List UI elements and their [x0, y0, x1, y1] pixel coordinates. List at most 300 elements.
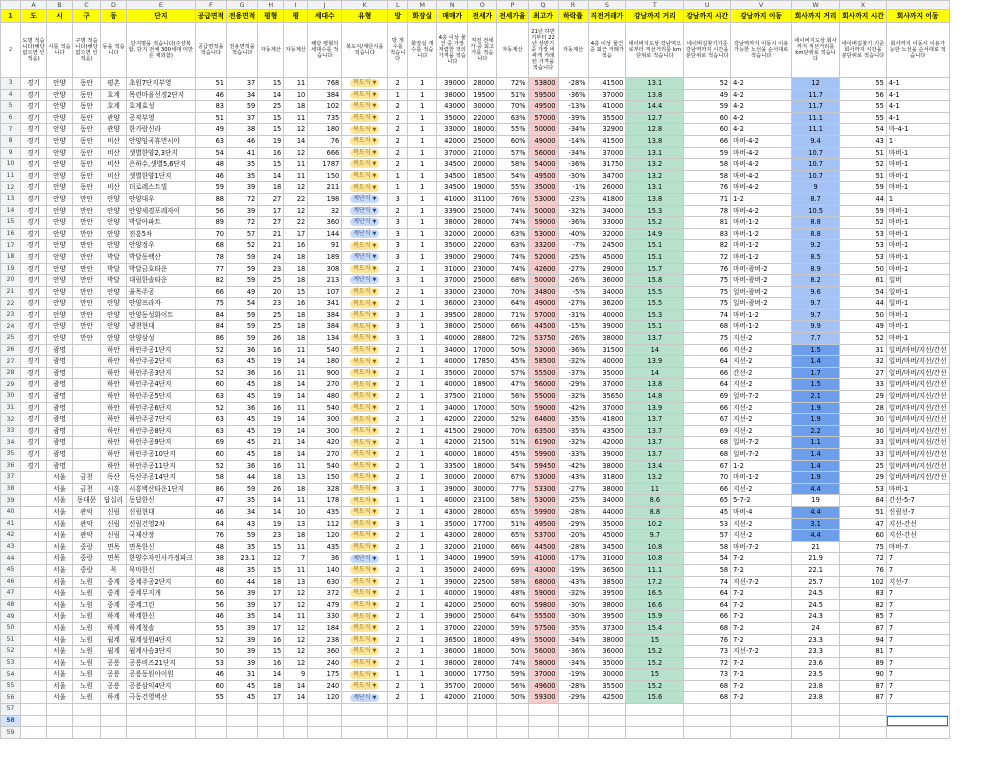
table-cell[interactable]: 69: [684, 391, 731, 403]
table-cell[interactable]: 1.4: [792, 356, 840, 368]
table-cell[interactable]: [21, 611, 47, 623]
table-cell[interactable]: 46: [195, 170, 226, 182]
table-cell[interactable]: 안양삼성: [127, 333, 196, 345]
chevron-down-icon[interactable]: ▼: [372, 625, 377, 632]
table-cell[interactable]: 2: [388, 680, 408, 692]
type-dropdown-cell[interactable]: [342, 391, 388, 403]
table-cell[interactable]: 안양: [101, 298, 127, 310]
table-cell[interactable]: 59: [226, 483, 257, 495]
table-cell[interactable]: 68000: [528, 576, 558, 588]
note-cell[interactable]: 전용면적을 적습니다: [226, 23, 257, 78]
table-cell[interactable]: 21500: [468, 437, 497, 449]
column-header-e[interactable]: E: [127, 1, 196, 10]
table-cell[interactable]: 14: [284, 425, 308, 437]
row-number[interactable]: 34: [1, 437, 21, 449]
row-number[interactable]: 15: [1, 217, 21, 229]
table-cell[interactable]: 18900: [468, 379, 497, 391]
table-cell[interactable]: 56000: [528, 646, 558, 658]
table-cell[interactable]: 32000: [588, 228, 626, 240]
table-cell[interactable]: 15: [626, 634, 684, 646]
table-cell[interactable]: 68: [684, 437, 731, 449]
table-cell[interactable]: 관악: [73, 506, 101, 518]
table-cell[interactable]: 36000: [588, 275, 626, 287]
table-cell[interactable]: 15.2: [626, 680, 684, 692]
chevron-down-icon[interactable]: ▼: [372, 694, 377, 701]
table-cell[interactable]: -29%: [558, 379, 588, 391]
row-number[interactable]: 16: [1, 228, 21, 240]
type-chip[interactable]: [350, 288, 379, 296]
empty-cell[interactable]: [388, 727, 408, 739]
table-cell[interactable]: 7: [886, 622, 949, 634]
type-chip[interactable]: [350, 195, 379, 203]
table-cell[interactable]: 66: [684, 135, 731, 147]
table-cell[interactable]: 51: [840, 170, 887, 182]
table-cell[interactable]: 안양: [47, 298, 73, 310]
table-cell[interactable]: 경기: [21, 89, 47, 101]
table-cell[interactable]: 1: [408, 414, 437, 426]
table-cell[interactable]: 59300: [528, 692, 558, 704]
table-cell[interactable]: 8.9: [792, 263, 840, 275]
table-cell[interactable]: 경기: [21, 309, 47, 321]
chevron-down-icon[interactable]: ▼: [372, 312, 377, 319]
table-cell[interactable]: 안양: [47, 275, 73, 287]
table-cell[interactable]: 1.7: [792, 367, 840, 379]
type-chip[interactable]: [350, 543, 379, 551]
chevron-down-icon[interactable]: ▼: [372, 231, 377, 238]
type-chip[interactable]: [350, 218, 379, 226]
header-cell[interactable]: 전세가율: [497, 10, 528, 23]
table-cell[interactable]: 7: [886, 564, 949, 576]
empty-cell[interactable]: [468, 727, 497, 739]
table-cell[interactable]: 15: [258, 124, 284, 136]
table-cell[interactable]: 107: [308, 286, 342, 298]
table-cell[interactable]: 178: [308, 495, 342, 507]
column-header-i[interactable]: I: [284, 1, 308, 10]
table-cell[interactable]: 12: [284, 182, 308, 194]
table-cell[interactable]: 마버-1: [886, 170, 949, 182]
empty-cell[interactable]: [101, 715, 127, 727]
table-cell[interactable]: 광명: [47, 414, 73, 426]
table-cell[interactable]: [21, 588, 47, 600]
empty-cell[interactable]: [388, 715, 408, 727]
table-cell[interactable]: 4-2: [731, 89, 792, 101]
table-cell[interactable]: 28000: [468, 309, 497, 321]
table-cell[interactable]: 51: [840, 147, 887, 159]
table-cell[interactable]: 13: [284, 576, 308, 588]
table-cell[interactable]: 1: [408, 240, 437, 252]
table-cell[interactable]: 37000: [437, 147, 468, 159]
table-cell[interactable]: 경기: [21, 379, 47, 391]
table-cell[interactable]: 호계: [101, 89, 127, 101]
table-cell[interactable]: 58%: [497, 495, 528, 507]
table-cell[interactable]: 경기: [21, 135, 47, 147]
empty-cell[interactable]: [226, 704, 257, 716]
table-cell[interactable]: 1: [408, 692, 437, 704]
table-cell[interactable]: 경기: [21, 228, 47, 240]
table-cell[interactable]: 9: [792, 182, 840, 194]
table-cell[interactable]: 18: [258, 472, 284, 484]
table-cell[interactable]: 1: [408, 634, 437, 646]
type-dropdown-cell[interactable]: [342, 344, 388, 356]
empty-cell[interactable]: [101, 704, 127, 716]
table-cell[interactable]: 1: [408, 391, 437, 403]
table-cell[interactable]: 51: [840, 506, 887, 518]
table-cell[interactable]: 중계주공2단지: [127, 576, 196, 588]
table-cell[interactable]: 하계: [101, 692, 127, 704]
table-cell[interactable]: 52: [195, 344, 226, 356]
table-cell[interactable]: 28000: [468, 506, 497, 518]
table-cell[interactable]: 중계그린: [127, 599, 196, 611]
table-cell[interactable]: 23.8: [792, 680, 840, 692]
table-cell[interactable]: 18: [258, 182, 284, 194]
note-cell[interactable]: 4층 이상 물건 중 최근 거래가 적음: [588, 23, 626, 78]
table-cell[interactable]: 41500: [588, 78, 626, 90]
table-cell[interactable]: 13.1: [626, 78, 684, 90]
table-cell[interactable]: 54000: [528, 159, 558, 171]
table-cell[interactable]: 144: [308, 228, 342, 240]
column-header-v[interactable]: V: [731, 1, 792, 10]
table-cell[interactable]: 7-2: [731, 611, 792, 623]
table-cell[interactable]: 540: [308, 402, 342, 414]
table-cell[interactable]: 328: [308, 483, 342, 495]
table-cell[interactable]: 72%: [497, 78, 528, 90]
table-cell[interactable]: 7: [886, 646, 949, 658]
table-cell[interactable]: 광명: [47, 344, 73, 356]
table-cell[interactable]: 일버/마버/지선/간선: [886, 472, 949, 484]
table-cell[interactable]: 2: [388, 564, 408, 576]
table-cell[interactable]: 1: [408, 286, 437, 298]
table-cell[interactable]: 관양: [101, 112, 127, 124]
empty-cell[interactable]: [558, 704, 588, 716]
table-cell[interactable]: 51%: [497, 89, 528, 101]
table-cell[interactable]: 서울: [47, 518, 73, 530]
row-number[interactable]: 5: [1, 101, 21, 113]
table-cell[interactable]: 9.4: [792, 135, 840, 147]
row-number[interactable]: 18: [1, 251, 21, 263]
table-cell[interactable]: 53: [840, 483, 887, 495]
table-cell[interactable]: 안양: [101, 205, 127, 217]
table-cell[interactable]: 47%: [497, 379, 528, 391]
table-cell[interactable]: 광명: [47, 402, 73, 414]
table-cell[interactable]: 23000: [468, 263, 497, 275]
table-cell[interactable]: 38000: [588, 483, 626, 495]
type-chip[interactable]: [350, 102, 379, 110]
row-number[interactable]: 37: [1, 472, 21, 484]
table-cell[interactable]: 안양: [47, 170, 73, 182]
table-cell[interactable]: 41800: [588, 193, 626, 205]
table-cell[interactable]: 노원: [73, 669, 101, 681]
table-cell[interactable]: 59000: [528, 588, 558, 600]
table-cell[interactable]: 2: [388, 646, 408, 658]
table-cell[interactable]: -14%: [558, 135, 588, 147]
table-cell[interactable]: -34%: [558, 147, 588, 159]
table-cell[interactable]: 55%: [497, 182, 528, 194]
chevron-down-icon[interactable]: ▼: [372, 370, 377, 377]
table-cell[interactable]: 36500: [437, 634, 468, 646]
table-cell[interactable]: 4-2: [731, 101, 792, 113]
type-dropdown-cell[interactable]: [342, 449, 388, 461]
table-cell[interactable]: 동안: [73, 135, 101, 147]
table-cell[interactable]: 15: [258, 78, 284, 90]
table-cell[interactable]: 13.2: [626, 472, 684, 484]
table-cell[interactable]: 52: [226, 240, 257, 252]
table-cell[interactable]: 58000: [528, 657, 558, 669]
table-cell[interactable]: 43: [840, 135, 887, 147]
table-cell[interactable]: 노원: [73, 622, 101, 634]
table-cell[interactable]: 59: [226, 101, 257, 113]
type-dropdown-cell[interactable]: [342, 275, 388, 287]
table-cell[interactable]: [21, 692, 47, 704]
chevron-down-icon[interactable]: ▼: [372, 648, 377, 655]
table-cell[interactable]: 13.8: [626, 135, 684, 147]
type-chip[interactable]: [350, 636, 379, 644]
table-cell[interactable]: 66%: [497, 541, 528, 553]
chevron-down-icon[interactable]: ▼: [372, 439, 377, 446]
table-cell[interactable]: 박달: [101, 275, 127, 287]
table-cell[interactable]: 49%: [497, 634, 528, 646]
table-cell[interactable]: 2: [388, 379, 408, 391]
table-cell[interactable]: 마버-1: [886, 205, 949, 217]
table-cell[interactable]: -26%: [558, 275, 588, 287]
table-cell[interactable]: 23: [258, 298, 284, 310]
table-cell[interactable]: -23%: [558, 193, 588, 205]
header-cell[interactable]: 평형: [258, 10, 284, 23]
table-cell[interactable]: 34700: [588, 170, 626, 182]
table-cell[interactable]: 1-2: [731, 460, 792, 472]
table-cell[interactable]: 51: [195, 78, 226, 90]
table-cell[interactable]: 15.6: [626, 692, 684, 704]
column-header-x[interactable]: X: [840, 1, 887, 10]
table-cell[interactable]: 37: [226, 112, 257, 124]
note-cell[interactable]: 자동계산: [258, 23, 284, 78]
table-cell[interactable]: 44500: [528, 541, 558, 553]
table-cell[interactable]: 만안: [73, 217, 101, 229]
table-cell[interactable]: 19000: [468, 182, 497, 194]
type-chip[interactable]: [350, 578, 379, 586]
table-cell[interactable]: 21: [792, 541, 840, 553]
table-cell[interactable]: 29000: [468, 251, 497, 263]
table-cell[interactable]: 2: [388, 402, 408, 414]
table-cell[interactable]: 82: [684, 240, 731, 252]
table-cell[interactable]: 34000: [437, 553, 468, 565]
row-number[interactable]: 2: [1, 23, 21, 78]
table-cell[interactable]: 14: [626, 344, 684, 356]
table-cell[interactable]: 2: [388, 541, 408, 553]
table-cell[interactable]: 38000: [588, 460, 626, 472]
header-cell[interactable]: 방: [388, 10, 408, 23]
type-dropdown-cell[interactable]: [342, 680, 388, 692]
table-cell[interactable]: 19: [258, 414, 284, 426]
table-cell[interactable]: 49: [684, 89, 731, 101]
table-cell[interactable]: 마버-7-2: [731, 541, 792, 553]
table-cell[interactable]: 479: [308, 599, 342, 611]
table-cell[interactable]: 더로레스트빌: [127, 182, 196, 194]
table-cell[interactable]: 72: [684, 657, 731, 669]
table-cell[interactable]: 동답한신: [127, 495, 196, 507]
type-dropdown-cell[interactable]: [342, 170, 388, 182]
table-cell[interactable]: 노원: [73, 646, 101, 658]
table-cell[interactable]: 43000: [437, 530, 468, 542]
table-cell[interactable]: [21, 669, 47, 681]
table-cell[interactable]: 42000: [437, 599, 468, 611]
table-cell[interactable]: -13%: [558, 101, 588, 113]
table-cell[interactable]: 25000: [468, 611, 497, 623]
table-cell[interactable]: 36: [226, 367, 257, 379]
row-number[interactable]: 31: [1, 402, 21, 414]
chevron-down-icon[interactable]: ▼: [372, 578, 377, 585]
table-cell[interactable]: 48%: [497, 588, 528, 600]
table-cell[interactable]: 지선-7-2: [731, 646, 792, 658]
table-cell[interactable]: -35%: [558, 425, 588, 437]
table-cell[interactable]: 39: [226, 634, 257, 646]
table-cell[interactable]: 지선-2: [731, 379, 792, 391]
table-cell[interactable]: 진흥5차: [127, 228, 196, 240]
table-cell[interactable]: 평촌: [101, 78, 127, 90]
table-cell[interactable]: -19%: [558, 669, 588, 681]
table-cell[interactable]: 60: [195, 379, 226, 391]
table-cell[interactable]: 서울: [47, 588, 73, 600]
table-cell[interactable]: 20000: [468, 228, 497, 240]
table-cell[interactable]: 은하수,샛별5,6단지: [127, 159, 196, 171]
table-cell[interactable]: 19900: [468, 553, 497, 565]
table-cell[interactable]: 지선-2: [731, 518, 792, 530]
table-cell[interactable]: 18: [284, 483, 308, 495]
table-cell[interactable]: 39: [226, 182, 257, 194]
table-cell[interactable]: 7: [886, 669, 949, 681]
table-cell[interactable]: 2: [388, 205, 408, 217]
table-cell[interactable]: 공릉동원아이원: [127, 669, 196, 681]
chevron-down-icon[interactable]: ▼: [372, 219, 377, 226]
table-cell[interactable]: 만안: [73, 251, 101, 263]
empty-cell[interactable]: [73, 715, 101, 727]
table-cell[interactable]: 14: [284, 379, 308, 391]
empty-cell[interactable]: [47, 704, 73, 716]
table-cell[interactable]: 42000: [437, 414, 468, 426]
chevron-down-icon[interactable]: ▼: [372, 242, 377, 249]
empty-cell[interactable]: [731, 715, 792, 727]
row-number[interactable]: 55: [1, 680, 21, 692]
table-cell[interactable]: 54: [684, 553, 731, 565]
empty-cell[interactable]: [626, 704, 684, 716]
table-cell[interactable]: 39: [226, 622, 257, 634]
table-cell[interactable]: 안양: [47, 321, 73, 333]
empty-cell[interactable]: [21, 715, 47, 727]
table-cell[interactable]: 24: [792, 622, 840, 634]
header-cell[interactable]: 도: [21, 10, 47, 23]
empty-cell[interactable]: [388, 704, 408, 716]
table-cell[interactable]: 65%: [497, 530, 528, 542]
table-cell[interactable]: 극동건영벽산: [127, 692, 196, 704]
table-cell[interactable]: 39000: [437, 78, 468, 90]
table-cell[interactable]: 안양: [47, 205, 73, 217]
table-cell[interactable]: 마버-4-2: [731, 170, 792, 182]
table-cell[interactable]: 17: [258, 588, 284, 600]
table-cell[interactable]: 13.9: [626, 356, 684, 368]
table-cell[interactable]: 2: [388, 622, 408, 634]
table-cell[interactable]: 74%: [497, 263, 528, 275]
table-cell[interactable]: 12: [284, 622, 308, 634]
row-number[interactable]: 50: [1, 622, 21, 634]
table-cell[interactable]: 47: [840, 518, 887, 530]
table-cell[interactable]: [21, 530, 47, 542]
table-cell[interactable]: 40000: [588, 309, 626, 321]
table-cell[interactable]: -36%: [558, 344, 588, 356]
chevron-down-icon[interactable]: ▼: [372, 416, 377, 423]
table-cell[interactable]: 1: [408, 576, 437, 588]
type-dropdown-cell[interactable]: [342, 553, 388, 565]
table-cell[interactable]: 서울: [47, 472, 73, 484]
table-cell[interactable]: -20%: [558, 530, 588, 542]
table-cell[interactable]: 45%: [497, 356, 528, 368]
type-dropdown-cell[interactable]: [342, 692, 388, 704]
type-chip[interactable]: [350, 230, 379, 238]
chevron-down-icon[interactable]: ▼: [372, 381, 377, 388]
table-cell[interactable]: 하안: [101, 356, 127, 368]
table-cell[interactable]: 중랑: [73, 564, 101, 576]
table-cell[interactable]: 경기: [21, 437, 47, 449]
table-cell[interactable]: 2: [388, 588, 408, 600]
table-cell[interactable]: 신림: [101, 518, 127, 530]
table-cell[interactable]: 1: [388, 669, 408, 681]
table-cell[interactable]: 112: [308, 518, 342, 530]
table-cell[interactable]: 15.3: [626, 205, 684, 217]
table-cell[interactable]: 40000: [437, 495, 468, 507]
table-cell[interactable]: 360: [308, 646, 342, 658]
table-cell[interactable]: 39000: [437, 483, 468, 495]
table-cell[interactable]: 14: [258, 89, 284, 101]
table-cell[interactable]: 63: [195, 391, 226, 403]
table-cell[interactable]: 19000: [468, 588, 497, 600]
note-cell[interactable]: 단지명을 적습니다(주상복합, 단지 전체 300세대 미만은 제외함): [127, 23, 196, 78]
table-cell[interactable]: 74%: [497, 657, 528, 669]
chevron-down-icon[interactable]: ▼: [372, 474, 377, 481]
table-cell[interactable]: 13.1: [626, 182, 684, 194]
table-cell[interactable]: 16: [258, 147, 284, 159]
table-cell[interactable]: 동안: [73, 159, 101, 171]
table-cell[interactable]: -28%: [558, 680, 588, 692]
table-cell[interactable]: 84: [195, 321, 226, 333]
table-cell[interactable]: 12.8: [626, 124, 684, 136]
table-cell[interactable]: 경기: [21, 182, 47, 194]
table-cell[interactable]: 37000: [588, 89, 626, 101]
table-cell[interactable]: 안양: [47, 286, 73, 298]
type-dropdown-cell[interactable]: [342, 506, 388, 518]
table-cell[interactable]: 20000: [468, 367, 497, 379]
table-cell[interactable]: 15.5: [626, 286, 684, 298]
table-cell[interactable]: 마버-1-2: [731, 217, 792, 229]
type-chip[interactable]: [350, 694, 379, 702]
table-cell[interactable]: 21.9: [792, 553, 840, 565]
table-cell[interactable]: 15.1: [626, 321, 684, 333]
table-cell[interactable]: 59: [226, 275, 257, 287]
table-cell[interactable]: 서울: [47, 506, 73, 518]
chevron-down-icon[interactable]: ▼: [372, 173, 377, 180]
table-cell[interactable]: 시흥벽산타운1단지: [127, 483, 196, 495]
table-cell[interactable]: 7: [886, 634, 949, 646]
table-cell[interactable]: 50%: [497, 692, 528, 704]
table-cell[interactable]: 480: [308, 391, 342, 403]
table-cell[interactable]: 14.9: [626, 228, 684, 240]
table-cell[interactable]: 2: [388, 391, 408, 403]
header-cell[interactable]: 시: [47, 10, 73, 23]
table-cell[interactable]: 74: [684, 576, 731, 588]
table-cell[interactable]: 39500: [588, 611, 626, 623]
table-cell[interactable]: 광명: [47, 425, 73, 437]
table-cell[interactable]: 1.9: [792, 472, 840, 484]
table-cell[interactable]: 경기: [21, 425, 47, 437]
table-cell[interactable]: 102: [308, 101, 342, 113]
type-dropdown-cell[interactable]: [342, 588, 388, 600]
